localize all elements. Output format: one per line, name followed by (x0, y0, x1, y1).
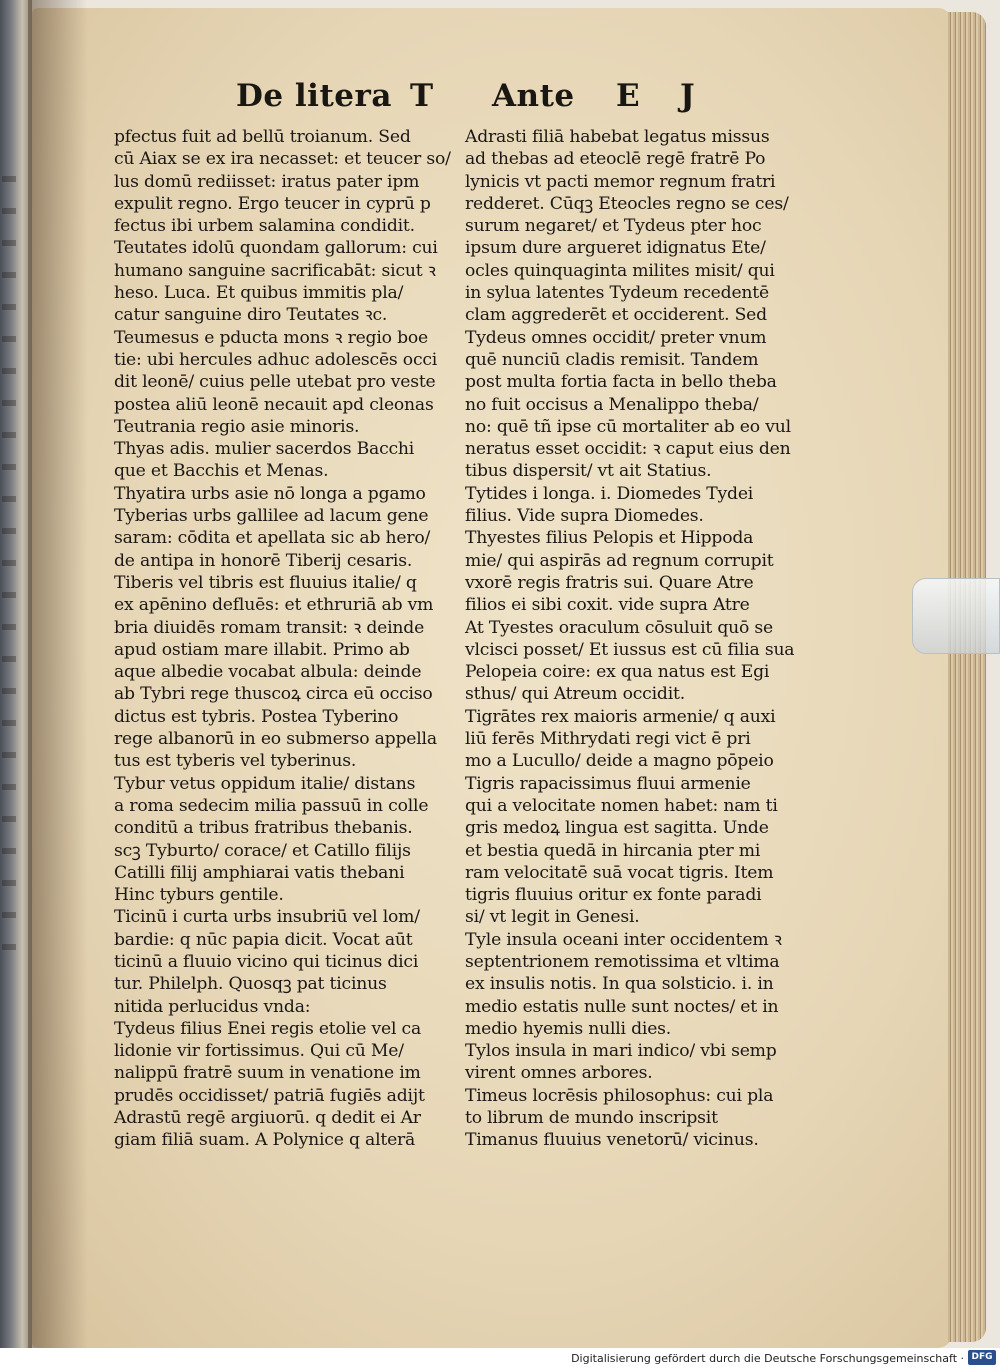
left-column-line: Thyas adis. mulier sacerdos Bacchi (114, 439, 415, 460)
right-column-line: in sylua latentes Tydeum recedentē (465, 283, 769, 304)
left-column-line: rege albanorū in eo submerso appella (114, 729, 437, 750)
right-column-line: et bestia quedā in hircania pter mi (465, 840, 761, 861)
left-page-text-fragments (2, 150, 16, 950)
right-column-line: Thyestes filius Pelopis et Hippoda (465, 528, 754, 549)
left-column-line: conditū a tribus fratribus thebanis. (114, 818, 413, 839)
left-column-line: tur. Philelph. Quosqꝫ pat ticinus (114, 974, 387, 995)
right-column-line: mo a Lucullo/ deide a magno pōpeio (465, 751, 774, 772)
left-column-line: fectus ibi urbem salamina condidit. (114, 216, 415, 237)
left-column-line: prudēs occidisset/ patriā fugiēs adijt (114, 1085, 425, 1106)
right-column-line: post multa fortia facta in bello theba (465, 372, 777, 393)
left-column-line: aque albedie vocabat albula: deinde (114, 662, 422, 683)
right-column-line: Tyle insula oceani inter occidentem ꝛ (465, 929, 782, 950)
right-column-line: filius. Vide supra Diomedes. (465, 506, 704, 527)
page-stack-edges (948, 12, 986, 1342)
left-column-line: catur sanguine diro Teutates ꝛc. (114, 305, 388, 326)
left-column-line: Teutrania regio asie minoris. (114, 416, 360, 437)
right-column-line: ex insulis notis. In qua solsticio. i. in (465, 974, 774, 995)
right-column-line: septentrionem remotissima et vltima (465, 951, 780, 972)
right-column-line: tibus dispersit/ vt ait Statius. (465, 461, 712, 482)
left-column-line: Tyberias urbs gallilee ad lacum gene (114, 506, 429, 527)
left-text-column (114, 126, 474, 1152)
left-column-line: giam filiā suam. A Polynice q alterā (114, 1130, 416, 1151)
right-column-line: Tytides i longa. i. Diomedes Tydei (465, 483, 754, 504)
right-column-line: mie/ qui aspirās ad regnum corrupit (465, 550, 774, 571)
right-column-line: Tylos insula in mari indico/ vbi semp (465, 1041, 777, 1062)
left-column-line: Teutates idolū quondam gallorum: cui (114, 238, 438, 259)
left-column-line: postea aliū leonē necauit apd cleonas (114, 394, 434, 415)
left-column-line: dit leonē/ cuius pelle utebat pro veste (114, 372, 436, 393)
left-column-line: scꝫ Tyburto/ corace/ et Catillo filijs (114, 840, 411, 861)
left-column-line: Tybur vetus oppidum italie/ distans (114, 773, 416, 794)
left-column-line: ex apēnino defluēs: et ethruriā ab vm (114, 595, 434, 616)
right-column-line: medio estatis nulle sunt noctes/ et in (465, 996, 779, 1017)
right-column-line: medio hyemis nulli dies. (465, 1018, 672, 1039)
left-column-line: bardie: q nūc papia dicit. Vocat aūt (114, 929, 413, 950)
right-column-line: Pelopeia coire: ex qua natus est Egi (465, 662, 770, 683)
left-column-line: tie: ubi hercules adhuc adolescēs occi (114, 349, 438, 370)
left-column-line: Ticinū i curta urbs insubriū vel lom/ (114, 907, 420, 928)
right-column-line: ipsum dure argueret idignatus Ete/ (465, 238, 766, 259)
left-column-line: humano sanguine sacrificabāt: sicut ꝛ (114, 260, 436, 281)
plastic-page-clip (912, 578, 1000, 654)
right-column-line: Timeus locrēsis philosophus: cui pla (465, 1085, 774, 1106)
right-column-line: Timanus fluuius venetorū/ vicinus. (465, 1130, 759, 1151)
right-column-line: virent omnes arbores. (465, 1063, 653, 1084)
left-column-line: Tydeus filius Enei regis etolie vel ca (114, 1018, 421, 1039)
header-signature: J (680, 78, 696, 114)
left-column-line: tus est tyberis vel tyberinus. (114, 751, 357, 772)
left-column-line: bria diuidēs romam transit: ꝛ deinde (114, 617, 425, 638)
left-column-line: de antipa in honorē Tiberij cesaris. (114, 550, 413, 571)
left-column-line: Teumesus e pducta mons ꝛ regio boe (114, 327, 428, 348)
right-column-line: to librum de mundo inscripsit (465, 1108, 718, 1129)
left-column-line: dictus est tybris. Postea Tyberino (114, 706, 399, 727)
header-letter-b: E (616, 78, 641, 114)
right-column-line: vxorē regis fratris sui. Quare Atre (465, 572, 754, 593)
header-middle-word: Ante (492, 78, 575, 114)
right-column-line: no: quē tñ ipse cū mortaliter ab eo vul (465, 416, 791, 437)
left-column-line: cū Aiax se ex ira necasset: et teucer so/ (114, 149, 451, 170)
right-column-line: liū ferēs Mithrydati regi vict ē pri (465, 729, 751, 750)
left-column-line: apud ostiam mare illabit. Primo ab (114, 639, 410, 660)
left-column-line: Catilli filij amphiarai vatis thebani (114, 862, 405, 883)
left-column-line: nitida perlucidus vnda: (114, 996, 311, 1017)
right-column-line: filios ei sibi coxit. vide supra Atre (465, 595, 750, 616)
right-column-line: At Tyestes oraculum cōsuluit quō se (465, 617, 774, 638)
left-column-line: a roma sedecim milia passuū in colle (114, 795, 429, 816)
left-column-line: lidonie vir fortissimus. Qui cū Me/ (114, 1041, 404, 1062)
right-column-line: neratus esset occidit: ꝛ caput eius den (465, 439, 791, 460)
right-column-line: Tigrātes rex maioris armenie/ q auxi (465, 706, 776, 727)
right-column-line: qui a velocitate nomen habet: nam ti (465, 795, 778, 816)
left-column-line: heso. Luca. Et quibus immitis pla/ (114, 283, 404, 304)
right-column-line: si/ vt legit in Genesi. (465, 907, 640, 928)
right-column-line: no fuit occisus a Menalippo theba/ (465, 394, 759, 415)
right-column-line: clam aggrederēt et occiderent. Sed (465, 305, 767, 326)
header-letter-a: T (410, 78, 434, 114)
left-column-line: nalippū fratrē suum in venatione im (114, 1063, 421, 1084)
right-column-line: tigris fluuius oritur ex fonte paradi (465, 885, 762, 906)
right-column-line: redderet. Cūqꝫ Eteocles regno se ces/ (465, 193, 789, 214)
gutter-shadow (28, 0, 88, 1348)
running-header (0, 78, 1000, 128)
left-column-line: Tiberis vel tibris est fluuius italie/ q (114, 572, 417, 593)
right-column-line: Tydeus omnes occidit/ preter vnum (465, 327, 767, 348)
left-column-line: expulit regno. Ergo teucer in cyprū p (114, 193, 431, 214)
right-column-line: quē nunciū cladis remisit. Tandem (465, 349, 759, 370)
dfg-logo-icon (968, 1350, 996, 1365)
right-column-line: lynicis vt pacti memor regnum fratri (465, 171, 776, 192)
left-column-line: pfectus fuit ad bellū troianum. Sed (114, 127, 411, 147)
right-column-line: ram velocitatē suā vocat tigris. Item (465, 862, 774, 883)
right-column-line: sthus/ qui Atreum occidit. (465, 684, 685, 705)
right-column-line: surum negaret/ et Tydeus pter hoc (465, 216, 762, 237)
right-column-line: Tigris rapacissimus fluui armenie (465, 773, 751, 794)
right-column-line: gris medoꝝ lingua est sagitta. Unde (465, 818, 769, 839)
left-column-line: saram: cōdita et apellata sic ab hero/ (114, 528, 431, 549)
right-column-line: vlcisci posset/ Et iussus est cū filia sua (465, 639, 795, 660)
right-text-column (465, 126, 825, 1152)
right-column-line: Adrasti filiā habebat legatus missus (465, 127, 770, 147)
left-column-line: ab Tybri rege thuscoꝝ circa eū occiso (114, 684, 433, 705)
header-left-word: De litera (236, 78, 392, 114)
right-column-line: ocles quinquaginta milites misit/ qui (465, 260, 775, 281)
left-column-line: Adrastū regē argiuorū. q dedit ei Ar (114, 1108, 421, 1129)
left-column-line: ticinū a fluuio vicino qui ticinus dici (114, 951, 419, 972)
right-column-line: ad thebas ad eteoclē regē fratrē Po (465, 149, 766, 170)
left-column-line: que et Bacchis et Menas. (114, 461, 329, 482)
left-column-line: Thyatira urbs asie nō longa a pgamo (114, 483, 426, 504)
footer-credit: Digitalisierung gefördert durch die Deutsche Forschungsgemeinschaft · (571, 1352, 964, 1365)
left-column-line: lus domū rediisset: iratus pater ipm (114, 171, 420, 192)
left-column-line: Hinc tyburs gentile. (114, 885, 284, 906)
